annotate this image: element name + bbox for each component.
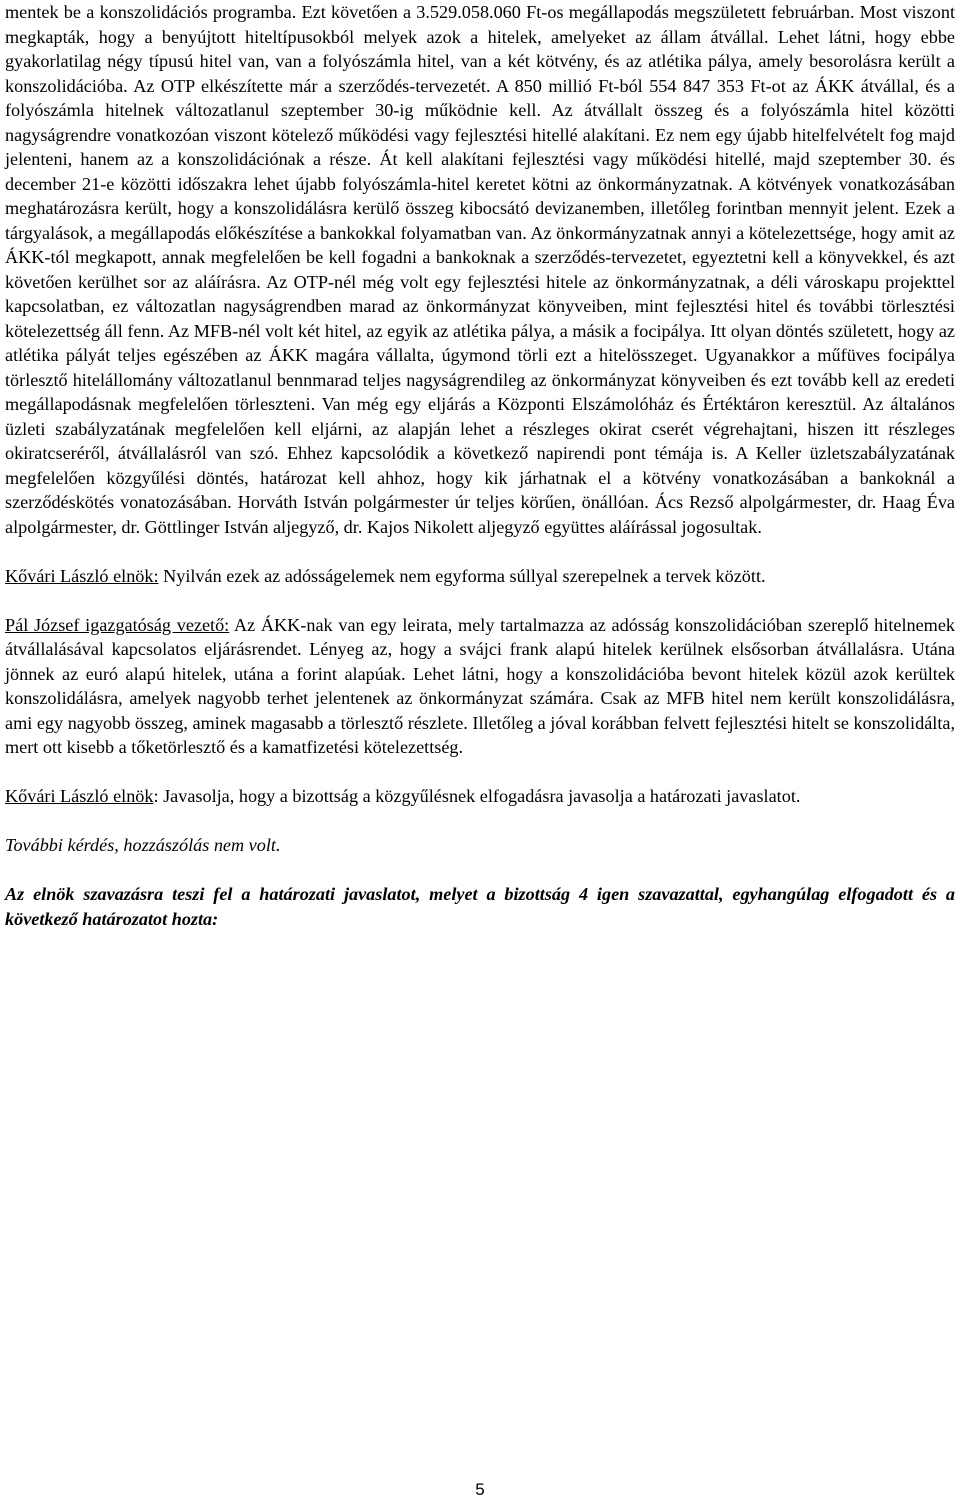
statement-text: Nyilván ezek az adósságelemek nem egyforma súllyal szerepelnek a tervek között. (158, 565, 766, 586)
document-page (5, 0, 955, 931)
statement-pal-jozsef (5, 613, 955, 760)
body-paragraph-debt-consolidation: mentek be a konszolidációs programba. Ezt követően a 3.529.058.060 Ft-os megállapodás megszületett februárban. Most viszont megkapták, hogy a benyújtott hiteltípusokból melyek azok a hitelek, amelyeket az állam átvállal. Lehet látni, hogy ebbe gyakorlatilag négy típusú hitel van, van a folyószámla hitel, van a két kötvény, és az atlétika pálya, amely besorolásra került a konszolidációba. Az OTP elkészítette már a szerződés-tervezetét. A 850 millió Ft-ból 554 847 353 Ft-ot az ÁKK átvállal, és a folyószámla hitelnek változatlanul szeptember 30-ig működnie kell. Az átvállalt összeg és a folyószámla hitel közötti nagyságrendre vonatkozóan viszont kötelező működési vagy fejlesztési hitellé alakítani. Ez nem egy újabb hitelfelvételt fog majd jelenteni, hanem az a konszolidációnak a része. Át kell alakítani fejlesztési vagy működési hitellé, majd szeptember 30. és december 21-e közötti időszakra lehet újabb folyószámla-hitel keretet kötni az önkormányzatnak. A kötvények vonatkozásában meghatározásra került, hogy a konszolidálásra kerülő összeg kibocsátó devizanemben, illetőleg forintban mennyit jelent. Ezek a tárgyalások, a megállapodás előkészítése a bankokkal folyamatban van. Az önkormányzatnak annyi a kötelezettsége, hogy amit az ÁKK-tól megkapott, annak megfelelően be kell fogadni a bankoknak a szerződés-tervezetet, egyeztetni kell a könyvekkel, és azt követően kerülhet sor az aláírásra. Az OTP-nél még volt egy fejlesztési hitele az önkormányzatnak, a déli városkapu projekttel kapcsolatban, ez változatlan nagyságrendben marad az önkormányzat könyveiben, mint fejlesztési hitel és további törlesztési kötelezettség áll fenn. Az MFB-nél volt két hitel, az egyik az atlétika pálya, a másik a focipálya. Itt olyan döntés született, hogy az atlétika pályát teljes egészében az ÁKK magára vállalta, úgymond törli ezt a hitelösszeget. Ugyanakkor a műfüves focipálya törlesztő hitelállomány változatlanul bennmarad teljes nagyságrendileg az önkormányzat könyveiben és ezt tovább kell az eredeti megállapodásnak megfelelően törleszteni. Van még egy eljárás a Központi Elszámolóház és Értéktáron keresztül. Az általános üzleti szabályzatának megfelelően kell eljárni, az alapján lehet a részleges okirat cserét végrehajtani, hiszen itt részleges okiratcseréről, átvállalásról van szó. Ehhez kapcsolódik a következő napirendi pont témája is. A Keller üzletszabályzatának megfelelően közgyűlési döntés, határozat kell ahhoz, hogy kik járhatnak el a kötvény vonatkozásában a bankoknál a szerződéskötés vonatozásában. Horváth István polgármester úr teljes körűen, önállóan. Ács Rezső alpolgármester, dr. Haag Éva alpolgármester, dr. Göttlinger István aljegyző, dr. Kajos Nikolett aljegyző együttes aláírással jogosultak. (5, 2, 955, 537)
no-further-questions-note: További kérdés, hozzászólás nem volt. (5, 835, 281, 855)
speaker-name: Kővári László elnök (5, 786, 154, 806)
statement-text: Az ÁKK-nak van egy leirata, mely tartalmazza az adósság konszolidációban szereplő hitelnemek átvállalásával kapcsolatos eljárásrendet. Lényeg az, hogy a svájci frank alapú hitelek kerülnek elsősorban átvállalásra. Utána jönnek az euró alapú hitelek, utána a forint alapúak. Lehet látni, hogy a konszolidációba bevont hitelek közül azok kerültek konszolidálásra, amelyek nagyobb terhet jelentenek az önkormányzat számára. Csak az MFB hitel nem került konszolidálásra, ami egy nagyobb összeg, aminek magasabb a törlesztő részlete. Illetőleg a jóval korábban felvett fejlesztési hitelt se konszolidálta, mert ott kisebb a tőketörlesztő és a kamatfizetési kötelezettség. (5, 614, 955, 757)
paragraph-gap (5, 858, 955, 883)
statement-kovari-1 (5, 564, 955, 589)
page-number: 5 (475, 1480, 485, 1499)
paragraph-gap (5, 760, 955, 785)
statement-kovari-2 (5, 784, 955, 809)
paragraph-gap (5, 539, 955, 564)
paragraph-gap (5, 588, 955, 613)
vote-resolution-intro: Az elnök szavazásra teszi fel a határozati javaslatot, melyet a bizottság 4 igen szavazattal, egyhangúlag elfogadott és a következő határozatot hozta: (5, 884, 955, 929)
speaker-name: Kővári László elnök: (5, 565, 159, 586)
paragraph-gap (5, 809, 955, 834)
statement-text: : Javasolja, hogy a bizottság a közgyűlésnek elfogadásra javasolja a határozati javaslatot. (153, 786, 801, 806)
speaker-name: Pál József igazgatóság vezető: (5, 614, 230, 635)
